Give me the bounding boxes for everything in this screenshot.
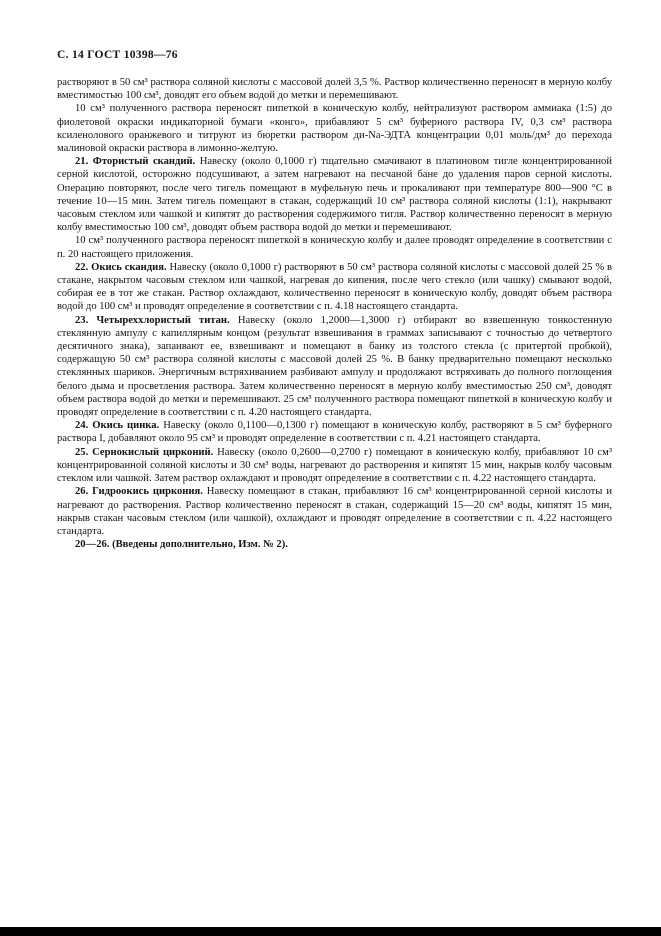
paragraph-text: Навеску (около 1,2000—1,3000 г) отбирают во взвешенную тонкостенную стеклянную ампулу с капиллярным концом (результат взвешивания в граммах записывают с точностью до четвертого десятичного знака), запаивают ее, взвешивают и помещают в банку из толстого стекла (с притертой пробкой), содержащую 50 см³ раствора соляной кислоты с массовой долей 25 %. В банку предварительно помещают несколько стеклянных шариков. Энергичным встряхиванием разбивают ампулу и продолжают встряхивать до полного поглощения белого дыма и просветления раствора. Затем количественно переносят в мерную колбу вместимостью 250 см³, доводят объем раствора водой до метки и перемешивают. 25 см³ полученного раствора помещают пипеткой в коническую колбу и проводят определение в соответствии с п. 4.20 настоящего стандарта. [57,314,612,419]
paragraph-text: Навеску (около 0,1100—0,1300 г) помещают в коническую колбу, растворяют в 5 см³ буферного раствора I, добавляют около 95 см³ и проводят определение в соответствии с п. 4.21 настоящего стандарта. [57,420,613,445]
paragraph-text: Навеску (около 0,2600—0,2700 г) помещают в коническую колбу, прибавляют 10 см³ концентрированной соляной кислоты и 30 см³ воды, нагревают до растворения и кипятят 15 мин, накрыв колбу часовым стеклом или чашкой. Затем раствор охлаждают и проводят определение в соответствии с п. 4.22 настоящего стандарта. [57,446,612,485]
paragraph [57,314,612,420]
paragraph [57,155,612,234]
paragraph [57,234,612,260]
paragraph-text: Навеску помещают в стакан, прибавляют 16 см³ концентрированной серной кислоты и нагревают до растворения. Раствор количественно переносят в стакан, содержащий 15—20 см³ воды, кипятят 15 мин, накрыв стакан часовым стеклом (или чашкой), охлаждают и проводят определение в соответствии с п. 4.22 настоящего стандарта. [57,486,612,537]
paragraph-heading: 22. Окись скандия. [75,261,170,273]
paragraph [57,76,612,102]
document-body [57,76,612,551]
paragraph [57,102,612,155]
paragraph [57,485,612,538]
paragraph-text: 10 см³ полученного раствора переносят пипеткой в коническую колбу и далее проводят определение в соответствии с п. 20 настоящего приложения. [57,235,612,260]
paragraph-heading: 24. Окись цинка. [75,420,164,432]
page-header: С. 14 ГОСТ 10398—76 [57,49,178,61]
paragraph-text: растворяют в 50 см³ раствора соляной кислоты с массовой долей 3,5 %. Раствор количественно переносят в мерную колбу вместимостью 100 см³, доводят его объем водой до метки и перемешивают. [57,77,612,102]
paragraph [57,446,612,486]
paragraph-heading: 21. Фтористый скандий. [75,156,200,168]
paragraph-heading: 23. Четыреххлористый титан. [75,314,238,326]
paragraph [57,419,612,445]
paragraph-text: Навеску (около 0,1000 г) растворяют в 50 см³ раствора соляной кислоты с массовой долей 25 % в стакане, накрытом часовым стеклом или чашкой, нагревая до кипения, после чего стекло (или чашку) смывают водой, собирая ее в тот же стакан. Раствор охлаждают, количественно переносят в коническую колбу, доводят объем раствора водой до 100 см³ и проводят определение в соответствии с п. 4.18 настоящего стандарта. [57,261,613,313]
amendment-note-text: 20—26. (Введены дополнительно, Изм. № 2). [75,539,288,551]
paragraph-text: 10 см³ полученного раствора переносят пипеткой в коническую колбу, нейтрализуют раствором аммиака (1:5) до фиолетовой окраски индикаторной бумаги «конго», прибавляют 5 см³ буферного раствора IV, 0,3 см³ раствора ксиленолового оранжевого и титруют из бюретки раствором ди-Na-ЭДТА концентрации 0,01 моль/дм³ до перехода малиновой окраски раствора в лимонно-желтую. [57,103,612,155]
paragraph-heading: 25. Сернокислый цирконий. [75,446,218,458]
paragraph-amendment-note [57,538,612,551]
scan-edge-artifact [0,927,661,936]
paragraph [57,261,612,314]
paragraph-heading: 26. Гидроокись циркония. [75,486,207,498]
paragraph-text: Навеску (около 0,1000 г) тщательно смачивают в платиновом тигле концентрированной серной кислотой, осторожно подсушивают, а затем нагревают на песчаной бане до удаления паров серной кислоты. Операцию повторяют, после чего тигель помещают в муфельную печь и прокаливают при температуре 800—900 °С в течение 10—15 мин. Затем тигель помещают в стакан, содержащий 10 см³ раствора соляной кислоты (1:1), накрывают часовым стеклом или чашкой и кипятят до растворения содержимого тигля. Раствор количественно переносят в мерную колбу вместимостью 100 см³, доводят объем раствора водой до метки и перемешивают. [57,156,612,234]
